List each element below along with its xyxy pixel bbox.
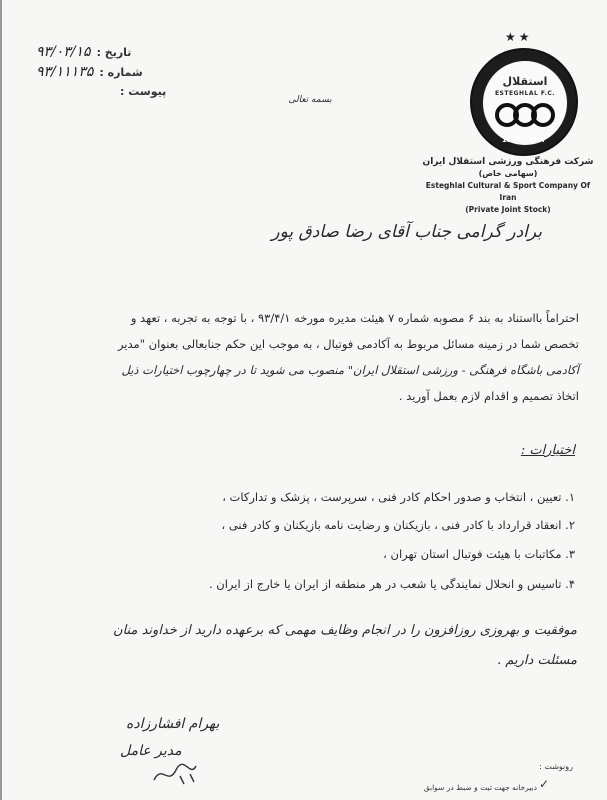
stars-icon: ★★ [505,30,533,44]
company-name-fa: شرکت فرهنگی ورزشی استقلال ایران [422,157,594,167]
date-label: تاریخ : [96,46,132,59]
number-label: شماره : [99,66,143,79]
attachment-label: پیوست : [120,85,167,98]
signatory-title: مدیر عامل [120,743,182,759]
authority-item: ۲. انعقاد قرارداد با کادر فنی ، بازیکنان و رضایت نامه بازیکنان و کادر فنی ، [221,518,575,532]
authority-item: ۴. تاسیس و انحلال نمایندگی یا شعب در هر منطقه از ایران یا خارج از ایران . [208,577,575,591]
authority-item: ۳. مکاتبات با هیئت فوتبال استان تهران ، [383,547,575,561]
logo-name-en: ESTEGHLAL F.C. [494,90,556,97]
authority-item: ۱. تعیین ، انتخاب و صدور احکام کادر فنی ، سرپرست ، پزشک و تدارکات ، [222,490,575,504]
attachment-field [120,85,166,98]
number-field [36,64,143,80]
copies-label: رونوشت : [539,762,573,771]
recipient: برادر گرامی جناب آقای رضا صادق پور [271,222,542,242]
company-type-en: (Private Joint Stock) [465,205,551,214]
company-block [420,156,596,216]
bismillah: بسمه تعالی [288,95,332,105]
para-line-2: تخصص شما در زمینه مسائل مربوط به آکادمی فوتبال ، به موجب این حکم جنابعالی بعنوان "مدیر [117,337,579,351]
authorities-title: اختیارات : [520,443,575,458]
date-field [36,44,131,60]
rings-icon [495,101,555,129]
logo-years: 1945 - ۱۳۲۴ [501,136,547,144]
check-icon: ✓ [538,777,549,791]
date-value: ۹۳/۰۳/۱۵ [36,44,91,60]
company-type-fa: (سهامی خاص) [478,169,538,178]
para-line-3: آکادمی باشگاه فرهنگی - ورزشی استقلال ایران" منصوب می شوید تا در چهارچوب اختیارات ذیل [121,363,579,377]
number-value: ۹۳/۱۱۱۳۵ [36,64,94,80]
closing-line-2: مسئلت داریم . [497,653,577,668]
signature-scribble [150,758,210,788]
copies-item: دبیرخانه جهت ثبت و ضبط در سوابق [423,783,537,792]
logo-inner [482,60,568,146]
para-line-4: اتخاذ تصمیم و اقدام لازم بعمل آورید . [398,389,579,403]
scan-edge [0,0,2,800]
closing-line-1: موفقیت و بهروزی روزافزون را در انجام وظایف مهمی که برعهده دارید از خداوند منان [113,623,577,638]
para-line-1: احتراماً بااستناد به بند ۶ مصوبه شماره ۷ هیئت مدیره مورخه ۹۳/۴/۱ ، با توجه به تجربه ، تعهد و [130,311,579,325]
company-name-en: Esteghlal Cultural & Sport Company Of Iran [425,181,591,202]
signatory-name: بهرام افشارزاده [126,716,220,732]
club-logo [470,48,578,156]
logo-name-fa: استقلال [502,75,548,88]
